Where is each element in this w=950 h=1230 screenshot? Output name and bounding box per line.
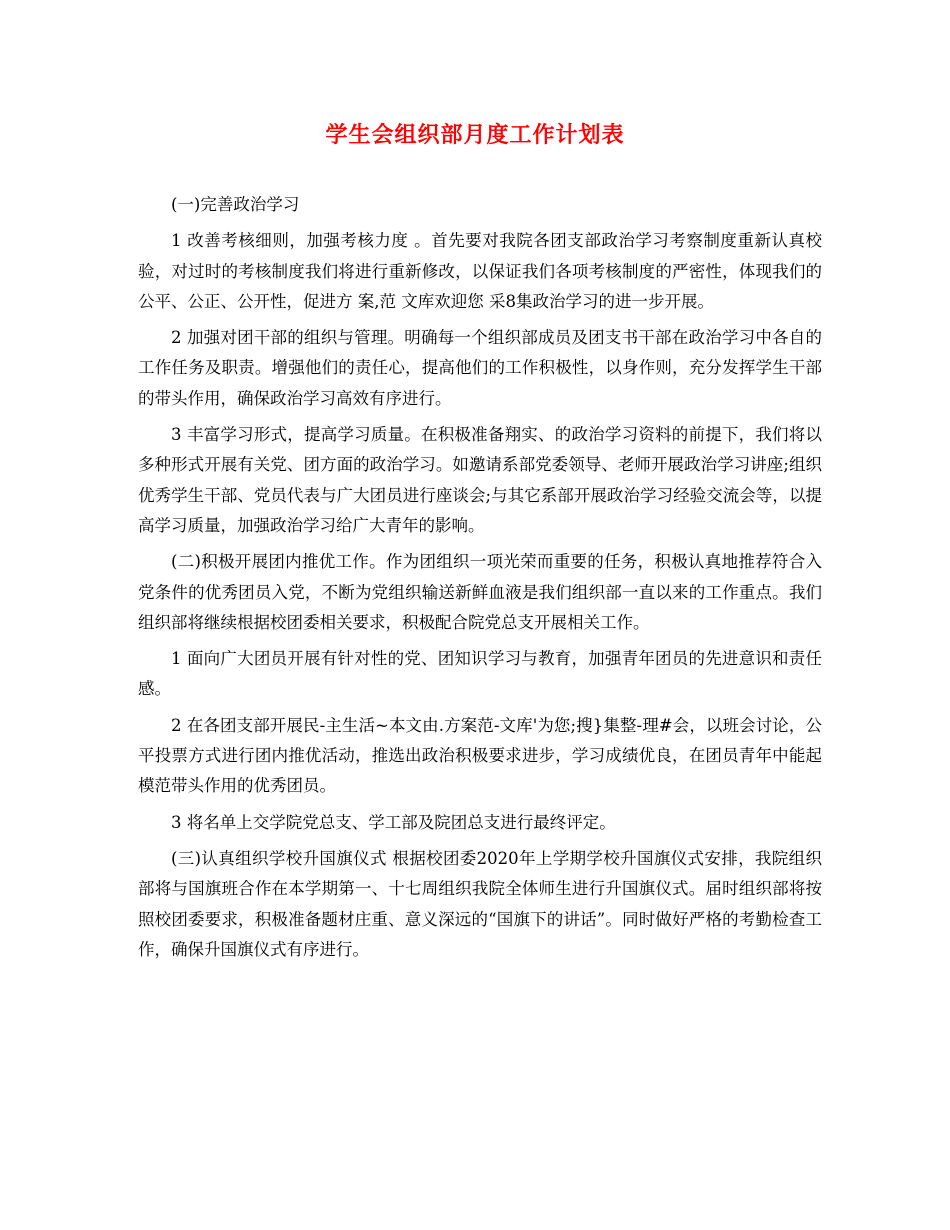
section-heading-1: (一)完善政治学习 (171, 195, 300, 214)
paragraph-1-3: 3 丰富学习形式，提高学习质量。在积极准备翔实、的政治学习资料的前提下，我们将以多种形式开展有关党、团方面的政治学习。如邀请系部党委领导、老师开展政治学习讲座;组织优秀学生干部、党员代表与广大团员进行座谈会;与其它系部开展政治学习经验交流会等，以提高学习质量，加强政治学习给广大青年的影响。 (138, 425, 822, 535)
section-heading-3: (三)认真组织学校升国旗仪式 根据校团委2020年上学期学校升国旗仪式安排，我院组织部将与国旗班合作在本学期第一、十七周组织我院全体师生进行升国旗仪式。届时组织部将按照校团委要求，积极准备题材庄重、意义深远的“国旗下的讲话”。同时做好严格的考勤检查工作，确保升国旗仪式有序进行。 (138, 848, 822, 959)
paragraph-2-1: 1 面向广大团员开展有针对性的党、团知识学习与教育，加强青年团员的先进意识和责任感。 (138, 649, 822, 699)
document-title: 学生会组织部月度工作计划表 (325, 122, 625, 148)
paragraph-2-3: 3 将名单上交学院党总支、学工部及院团总支进行最终评定。 (171, 812, 616, 832)
section-heading-2: (二)积极开展团内推优工作。作为团组织一项光荣而重要的任务，积极认真地推荐符合入党条件的优秀团员入党，不断为党组织输送新鲜血液是我们组织部一直以来的工作重点。我们组织部将继续根据校团委相关要求，积极配合院党总支开展相关工作。 (138, 552, 822, 632)
paragraph-2-2: 2 在各团支部开展民-主生活~本文由.方案范-文库'为您;搜}集整-理#会，以班会讨论，公平投票方式进行团内推优活动，推选出政治积极要求进步，学习成绩优良，在团员青年中能起模范带头作用的优秀团员。 (138, 715, 822, 796)
document-body (138, 190, 822, 971)
paragraph-1-2: 2 加强对团干部的组织与管理。明确每一个组织部成员及团支书干部在政治学习中各自的工作任务及职责。增强他们的责任心，提高他们的工作积极性，以身作则，充分发挥学生干部的带头作用，确保政治学习高效有序进行。 (138, 328, 822, 408)
paragraph-1-1: 1 改善考核细则，加强考核力度 。首先要对我院各团支部政治学习考察制度重新认真校验，对过时的考核制度我们将进行重新修改，以保证我们各项考核制度的严密性，体现我们的公平、公正、公开性，促进方 案,范 文库欢迎您 采8集政治学习的进一步开展。 (138, 231, 822, 311)
